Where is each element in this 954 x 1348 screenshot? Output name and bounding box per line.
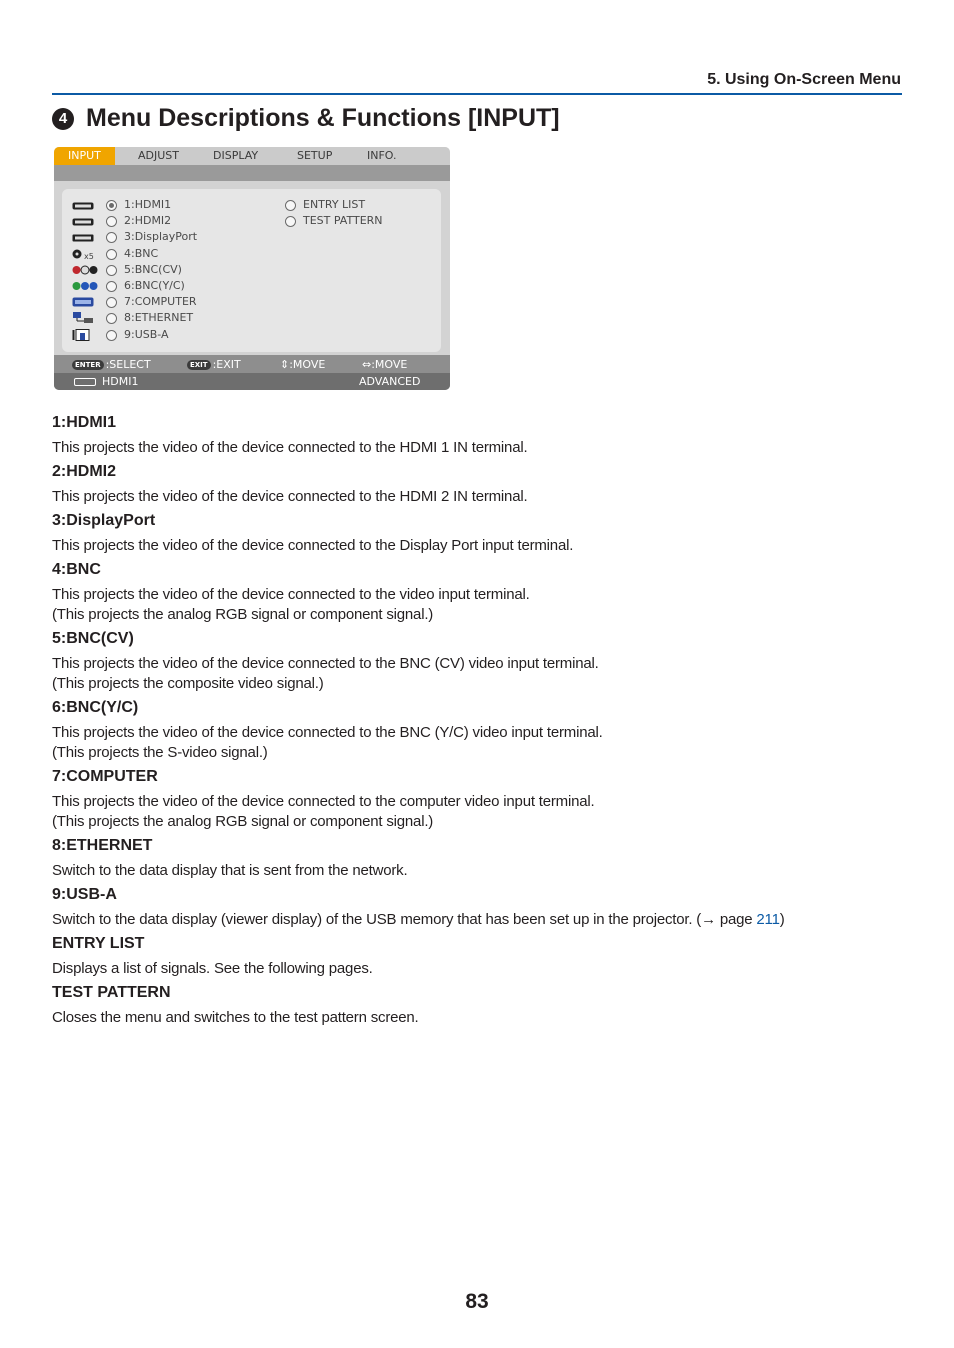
entry-description-text: This projects the video of the device connected to the HDMI 1 IN terminal.	[52, 439, 528, 456]
osd-hint-exit	[187, 358, 241, 371]
entry-description-line	[52, 723, 912, 743]
entry-description-line	[52, 792, 912, 812]
osd-input-label: 5:BNC(CV)	[124, 262, 182, 276]
entry-description-line	[52, 536, 912, 556]
radio-button[interactable]	[106, 216, 117, 227]
osd-tab-info[interactable]: INFO.	[367, 149, 397, 162]
entry-description-line	[52, 1008, 912, 1028]
osd-input-label: 8:ETHERNET	[124, 311, 194, 325]
entry-description-line	[52, 605, 912, 625]
osd-extra-label: TEST PATTERN	[303, 214, 383, 228]
entry-description-line	[52, 487, 912, 507]
osd-tab-input[interactable]: INPUT	[54, 147, 115, 165]
entry-heading: 6:BNC(Y/C)	[52, 699, 139, 716]
entry-description-text: Displays a list of signals. See the following pages.	[52, 960, 373, 977]
entry-description-suffix: )	[779, 911, 785, 928]
entry-description-line	[52, 959, 912, 979]
entry-description	[52, 861, 912, 881]
entry-description-line	[52, 743, 912, 763]
exit-key-icon: EXIT	[187, 360, 211, 370]
entry-heading: 5:BNC(CV)	[52, 630, 134, 647]
entry-description-text: This projects the video of the device connected to the HDMI 2 IN terminal.	[52, 488, 528, 505]
entry-description	[52, 959, 912, 979]
osd-menu-screenshot	[54, 147, 450, 390]
entry-description-text: (This projects the S-video signal.)	[52, 744, 268, 761]
bnc-count-label: x5	[84, 251, 94, 261]
radio-button[interactable]	[106, 200, 117, 211]
entry-heading: 2:HDMI2	[52, 463, 117, 480]
osd-status-row	[54, 373, 450, 390]
osd-input-label: 2:HDMI2	[124, 214, 172, 228]
entry-heading: 8:ETHERNET	[52, 837, 153, 854]
entry-description	[52, 438, 912, 458]
entry-description	[52, 487, 912, 507]
radio-button[interactable]	[106, 281, 117, 292]
entry-description-text: This projects the video of the device connected to the Display Port input terminal.	[52, 537, 574, 554]
osd-tab-bar	[54, 147, 450, 165]
osd-input-item[interactable]	[72, 213, 252, 229]
header-rule	[52, 93, 902, 95]
entry-description	[52, 723, 912, 763]
entry-heading: 9:USB-A	[52, 886, 117, 903]
entry-heading: 1:HDMI1	[52, 414, 117, 431]
entry-description-line	[52, 585, 912, 605]
osd-input-item[interactable]	[72, 310, 252, 326]
page-number: 83	[465, 1290, 489, 1313]
entry-description-line	[52, 910, 912, 930]
osd-source-label: HDMI1	[102, 375, 139, 388]
osd-input-item[interactable]	[72, 246, 252, 262]
page-title-text: Menu Descriptions & Functions [INPUT]	[86, 104, 560, 132]
entry-heading: ENTRY LIST	[52, 935, 145, 952]
entry-heading: 7:COMPUTER	[52, 768, 158, 785]
usb-icon	[72, 329, 94, 337]
osd-hint-select	[72, 358, 151, 371]
entry-description-line	[52, 674, 912, 694]
running-header: 5. Using On-Screen Menu	[707, 71, 901, 88]
entry-description-text: (This projects the analog RGB signal or component signal.)	[52, 606, 434, 623]
entry-description	[52, 1008, 912, 1028]
enter-key-icon: ENTER	[72, 360, 104, 370]
osd-extra-item[interactable]	[285, 213, 435, 229]
osd-input-item[interactable]	[72, 294, 252, 310]
osd-input-label: 7:COMPUTER	[124, 295, 197, 309]
entry-description-text: This projects the video of the device connected to the computer video input terminal.	[52, 793, 595, 810]
osd-input-item[interactable]	[72, 278, 252, 294]
bnc-cv-icon	[72, 264, 94, 272]
radio-button[interactable]	[106, 232, 117, 243]
osd-hint-move-vertical: ⇕:MOVE	[280, 358, 326, 371]
bnc-yc-icon	[72, 280, 94, 288]
entry-description-line	[52, 438, 912, 458]
osd-input-label: 6:BNC(Y/C)	[124, 279, 185, 292]
osd-input-item[interactable]	[72, 327, 252, 343]
osd-hints-row	[54, 356, 450, 373]
radio-button[interactable]	[106, 265, 117, 276]
entry-description-text: This projects the video of the device connected to the BNC (CV) video input terminal.	[52, 655, 599, 672]
menu-descriptions	[52, 409, 912, 1028]
osd-input-item[interactable]	[72, 262, 252, 278]
radio-button[interactable]	[106, 313, 117, 324]
osd-input-label: 3:DisplayPort	[124, 230, 198, 244]
osd-input-label: 9:USB-A	[124, 327, 169, 341]
hdmi-icon	[74, 378, 96, 386]
osd-status-source	[74, 375, 138, 388]
hdmi-icon	[72, 215, 94, 223]
page-reference-link[interactable]: 211	[756, 911, 780, 928]
displayport-icon	[72, 231, 94, 239]
entry-description-text: Switch to the data display (viewer display) of the USB memory that has been set up in the projector. (→ page	[52, 911, 757, 928]
osd-status-mode: ADVANCED	[359, 375, 421, 388]
entry-heading: TEST PATTERN	[52, 984, 171, 1001]
entry-description-text: This projects the video of the device connected to the video input terminal.	[52, 586, 530, 603]
entry-description-text: This projects the video of the device connected to the BNC (Y/C) video input terminal.	[52, 724, 603, 741]
osd-tab-display[interactable]: DISPLAY	[213, 149, 259, 162]
hdmi-icon	[72, 199, 94, 207]
osd-input-item[interactable]	[72, 197, 252, 213]
osd-hint-move-horizontal: ⇔:MOVE	[362, 358, 408, 371]
osd-tab-setup[interactable]: SETUP	[297, 149, 333, 162]
radio-button[interactable]	[106, 330, 117, 341]
radio-button[interactable]	[285, 216, 296, 227]
entry-heading: 4:BNC	[52, 561, 101, 578]
osd-input-item[interactable]	[72, 229, 252, 245]
osd-subbar	[54, 165, 450, 181]
entry-description	[52, 792, 912, 832]
entry-description	[52, 536, 912, 556]
osd-extra-label: ENTRY LIST	[303, 198, 366, 211]
osd-input-label: 4:BNC	[124, 246, 159, 260]
entry-heading: 3:DisplayPort	[52, 512, 156, 529]
entry-description	[52, 585, 912, 625]
bnc-x5-icon	[72, 248, 94, 261]
osd-hint-select-label: :SELECT	[105, 358, 151, 371]
osd-hint-exit-label: :EXIT	[212, 358, 241, 371]
osd-extra-item[interactable]	[285, 197, 435, 213]
computer-icon	[72, 296, 94, 304]
entry-description-line	[52, 812, 912, 832]
entry-description-text: Closes the menu and switches to the test pattern screen.	[52, 1009, 419, 1026]
osd-tab-adjust[interactable]: ADJUST	[138, 149, 179, 162]
entry-description	[52, 910, 912, 930]
osd-input-panel	[62, 189, 441, 352]
section-number-badge: 4	[52, 108, 74, 130]
entry-description-text: (This projects the analog RGB signal or component signal.)	[52, 813, 434, 830]
radio-button[interactable]	[285, 200, 296, 211]
entry-description-line	[52, 861, 912, 881]
radio-button[interactable]	[106, 297, 117, 308]
radio-button[interactable]	[106, 249, 117, 260]
entry-description-line	[52, 654, 912, 674]
entry-description	[52, 654, 912, 694]
entry-description-text: (This projects the composite video signal.)	[52, 675, 324, 692]
page-title	[52, 104, 560, 133]
entry-description-text: Switch to the data display that is sent from the network.	[52, 862, 408, 879]
osd-input-label: 1:HDMI1	[124, 198, 172, 211]
osd-footer	[54, 355, 450, 390]
ethernet-icon	[72, 312, 94, 320]
